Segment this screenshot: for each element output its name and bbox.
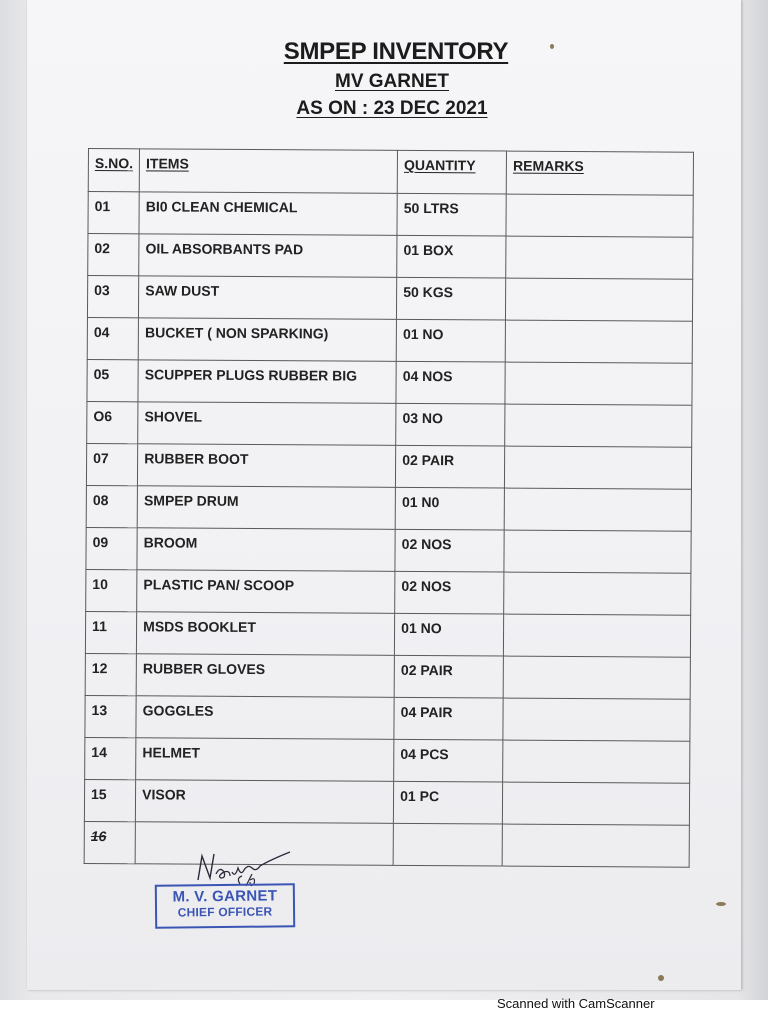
stamp-line-vessel: M. V. GARNET [172, 887, 278, 906]
cell-remarks [506, 278, 693, 321]
cell-sno: 08 [86, 485, 137, 527]
cell-item: SHOVEL [138, 402, 396, 446]
cell-remarks [502, 824, 689, 867]
table-row [84, 821, 689, 867]
paper-speck [658, 975, 664, 981]
cell-remarks [503, 740, 690, 783]
cell-sno: 14 [85, 737, 136, 779]
cell-quantity: 02 PAIR [396, 445, 505, 488]
cell-quantity: 50 LTRS [397, 193, 506, 236]
cell-remarks [504, 530, 691, 573]
cell-item: BUCKET ( NON SPARKING) [138, 318, 396, 362]
cell-remarks [504, 488, 691, 531]
cell-quantity: 01 NO [395, 613, 504, 656]
inventory-table [84, 148, 694, 868]
cell-item: OIL ABSORBANTS PAD [139, 234, 397, 278]
header-items: ITEMS [139, 149, 397, 194]
cell-quantity: 02 NOS [395, 529, 504, 572]
table-row [84, 779, 689, 825]
table-row [85, 611, 690, 657]
cell-quantity: 03 NO [396, 403, 505, 446]
cell-sno: 13 [85, 695, 136, 737]
cell-sno: 04 [87, 317, 138, 359]
header-quantity: QUANTITY [397, 150, 506, 194]
paper-speck [716, 902, 726, 906]
cell-quantity: 01 NO [396, 319, 505, 362]
cell-sno: 16 [84, 821, 135, 863]
cell-sno: 03 [87, 276, 138, 318]
cell-quantity: 50 KGS [397, 277, 506, 320]
header-sno: S.NO. [88, 149, 139, 192]
header-remarks: REMARKS [506, 151, 693, 195]
cell-item: VISOR [136, 780, 394, 824]
cell-item: MSDS BOOKLET [137, 612, 395, 656]
cell-item: GOGGLES [136, 696, 394, 740]
cell-remarks [503, 656, 690, 699]
table-row [85, 737, 690, 783]
cell-sno: 05 [87, 359, 138, 401]
cell-quantity: 02 PAIR [394, 655, 503, 698]
cell-sno: 12 [85, 653, 136, 695]
cell-sno: 11 [85, 611, 136, 653]
cell-remarks [503, 782, 690, 825]
cell-remarks [503, 698, 690, 741]
cell-sno: 07 [86, 443, 137, 485]
table-row [87, 359, 692, 405]
table-row [86, 485, 691, 531]
table-header-row [88, 149, 693, 196]
table-row [86, 443, 691, 489]
cell-quantity: 01 PC [394, 781, 503, 824]
cell-remarks [506, 236, 693, 279]
cell-quantity: 04 PAIR [394, 697, 503, 740]
cell-sno: 09 [86, 527, 137, 569]
cell-item: HELMET [136, 738, 394, 782]
paper-speck [550, 44, 554, 49]
cell-item: SMPEP DRUM [137, 486, 395, 530]
cell-item: BI0 CLEAN CHEMICAL [139, 192, 397, 236]
cell-quantity: 01 N0 [395, 487, 504, 530]
cell-item: PLASTIC PAN/ SCOOP [137, 570, 395, 614]
cell-item: SAW DUST [139, 276, 397, 320]
cell-item: RUBBER BOOT [138, 444, 396, 488]
cell-sno: 10 [86, 569, 137, 611]
table-row [85, 695, 690, 741]
table-row [86, 527, 691, 573]
table-row [87, 317, 692, 363]
cell-remarks [505, 446, 692, 489]
cell-sno: 01 [88, 192, 139, 234]
cell-remarks [505, 362, 692, 405]
table-row [86, 569, 691, 615]
cell-remarks [505, 404, 692, 447]
cell-sno: 15 [84, 779, 135, 821]
cell-sno: O6 [87, 401, 138, 443]
cell-item: SCUPPER PLUGS RUBBER BIG [138, 360, 396, 404]
table-row [87, 276, 692, 322]
table-row [88, 234, 693, 280]
as-on-date: AS ON : 23 DEC 2021 [296, 98, 488, 119]
document-title: SMPEP INVENTORY [283, 38, 509, 65]
cell-sno: 02 [88, 234, 139, 276]
table-row [88, 192, 693, 238]
cell-quantity [393, 823, 502, 866]
cell-remarks [504, 572, 691, 615]
chief-officer-stamp [155, 883, 295, 928]
cell-quantity: 01 BOX [397, 235, 506, 278]
table-row [87, 401, 692, 447]
camscanner-label: Scanned with CamScanner [497, 996, 655, 1011]
table-row [85, 653, 690, 699]
stamp-line-rank: CHIEF OFFICER [177, 904, 273, 920]
cell-quantity: 04 NOS [396, 361, 505, 404]
cell-item: RUBBER GLOVES [136, 654, 394, 698]
vessel-name: MV GARNET [335, 71, 449, 92]
cell-remarks [506, 194, 693, 237]
cell-quantity: 02 NOS [395, 571, 504, 614]
cell-item: BROOM [137, 528, 395, 572]
cell-remarks [505, 320, 692, 363]
cell-quantity: 04 PCS [394, 739, 503, 782]
table-body [84, 192, 693, 868]
cell-remarks [504, 614, 691, 657]
